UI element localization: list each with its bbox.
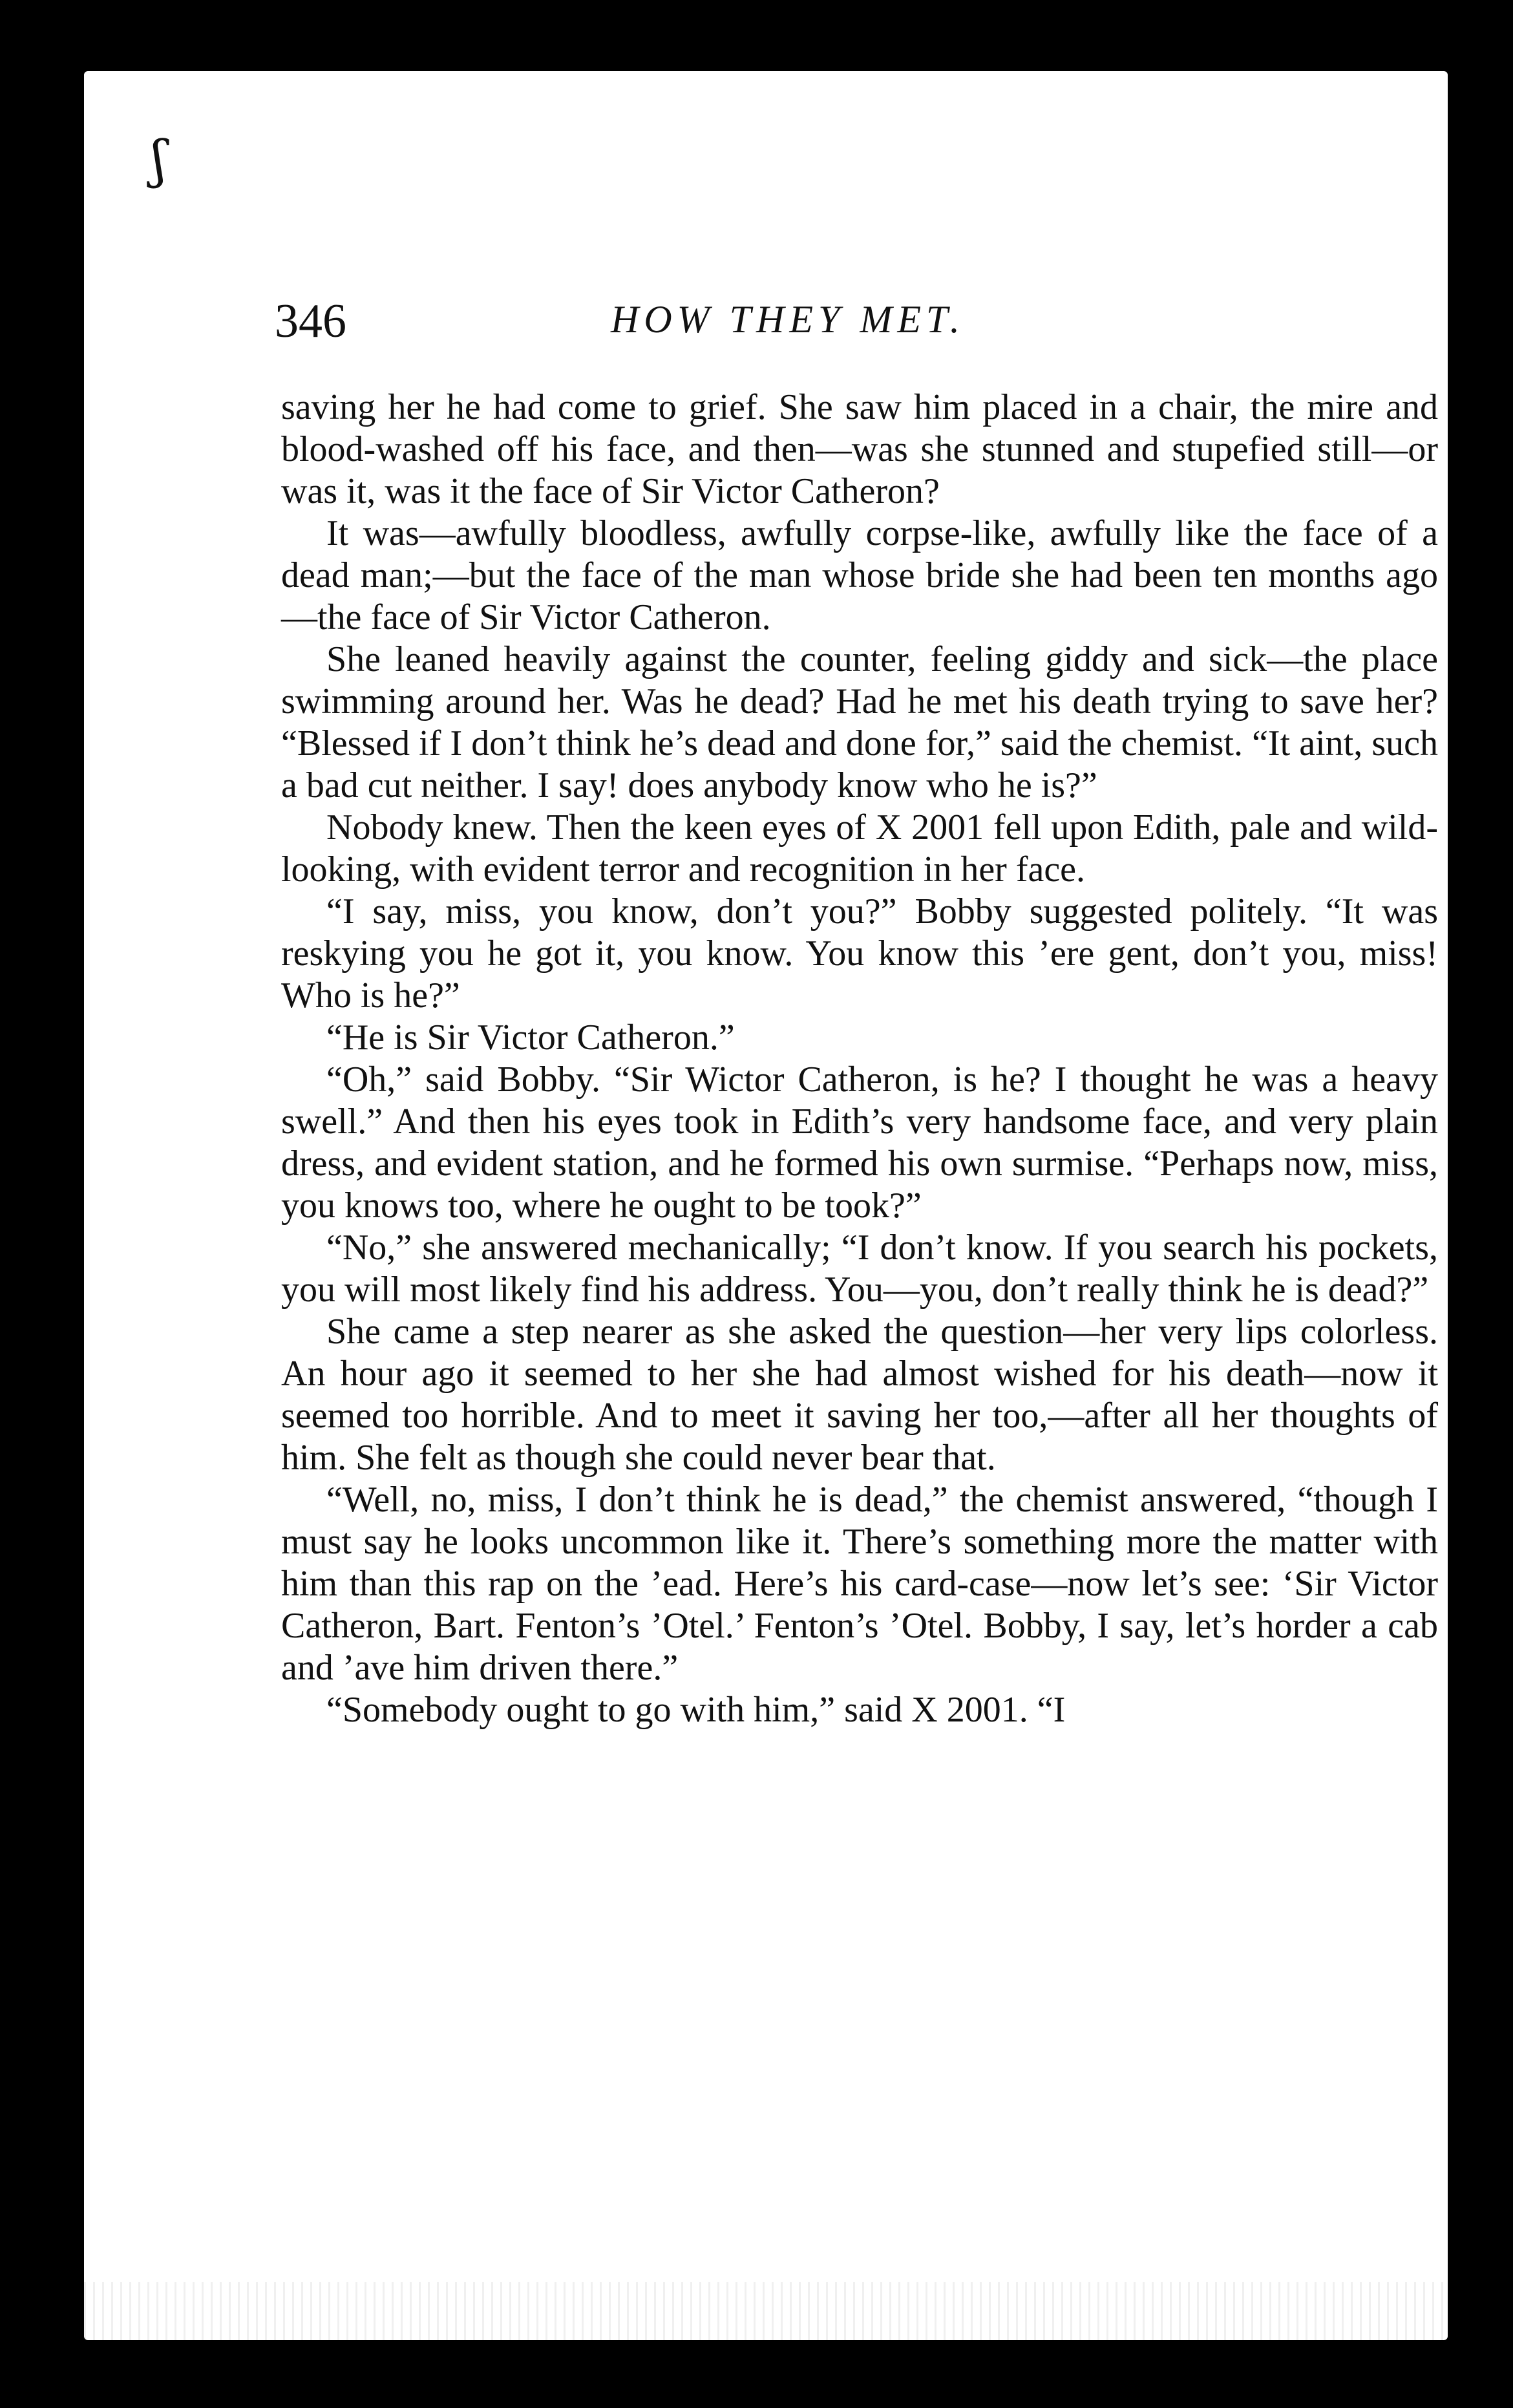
page-number: 346 xyxy=(275,295,346,348)
margin-mark: ʃ xyxy=(152,129,166,189)
paragraph: She came a step nearer as she asked the question—her very lips colorless. An hour ago it seemed to her she had almost wished for his death—now it seemed too horrible. And to meet it saving her too,—after all her thoughts of him. She felt as though she could never bear that. xyxy=(281,1312,1438,1478)
paragraph: “No,” she answered mechanically; “I don’t know. If you search his pockets, you will most likely find his address. You—you, don’t really think he is dead?” xyxy=(281,1228,1438,1310)
running-head xyxy=(275,294,1438,359)
paragraph: “Somebody ought to go with him,” said X 2001. “I xyxy=(326,1690,1066,1730)
paragraph: saving her he had come to grief. She saw him placed in a chair, the mire and blood-washed off his face, and then—was she stunned and stupefied still—or was it, was it the face of Sir Victor Catheron? xyxy=(281,387,1438,511)
paragraph: She leaned heavily against the counter, feeling giddy and sick—the place swimming around her. Was he dead? Had he met his death trying to save her? “Blessed if I don’t think he’s dead and done for,” said the chemist. “It aint, such a bad cut neither. I say! does anybody know who he is?” xyxy=(281,639,1438,805)
paragraph: “I say, miss, you know, don’t you?” Bobby suggested politely. “It was reskying you he got it, you know. You know this ’ere gent, don’t you, miss! Who is he?” xyxy=(281,891,1438,1016)
paragraph: “He is Sir Victor Catheron.” xyxy=(326,1018,735,1058)
paragraph: It was—awfully bloodless, awfully corpse-like, awfully like the face of a dead man;—but the face of the man whose bride she had been ten months ago—the face of Sir Victor Catheron. xyxy=(281,513,1438,637)
paragraph: Nobody knew. Then the keen eyes of X 2001 fell upon Edith, pale and wild-looking, with evident terror and recognition in her face. xyxy=(281,807,1438,890)
paragraph: “Oh,” said Bobby. “Sir Wictor Catheron, is he? I thought he was a heavy swell.” And then his eyes took in Edith’s very handsome face, and very plain dress, and evident station, and he formed his own surmise. “Perhaps now, miss, you knows too, where he ought to be took?” xyxy=(281,1060,1438,1226)
body-text xyxy=(281,387,1438,1731)
running-title: HOW THEY MET. xyxy=(611,298,965,341)
book-page xyxy=(84,71,1448,2340)
paragraph: “Well, no, miss, I don’t think he is dead,” the chemist answered, “though I must say he looks uncommon like it. There’s something more the matter with him than this rap on the ’ead. Here’s his card-case—now let’s see: ‘Sir Victor Catheron, Bart. Fenton’s ’Otel.’ Fenton’s ’Otel. Bobby, I say, let’s horder a cab and ’ave him driven there.” xyxy=(281,1480,1438,1688)
scan-noise xyxy=(84,2282,1448,2340)
